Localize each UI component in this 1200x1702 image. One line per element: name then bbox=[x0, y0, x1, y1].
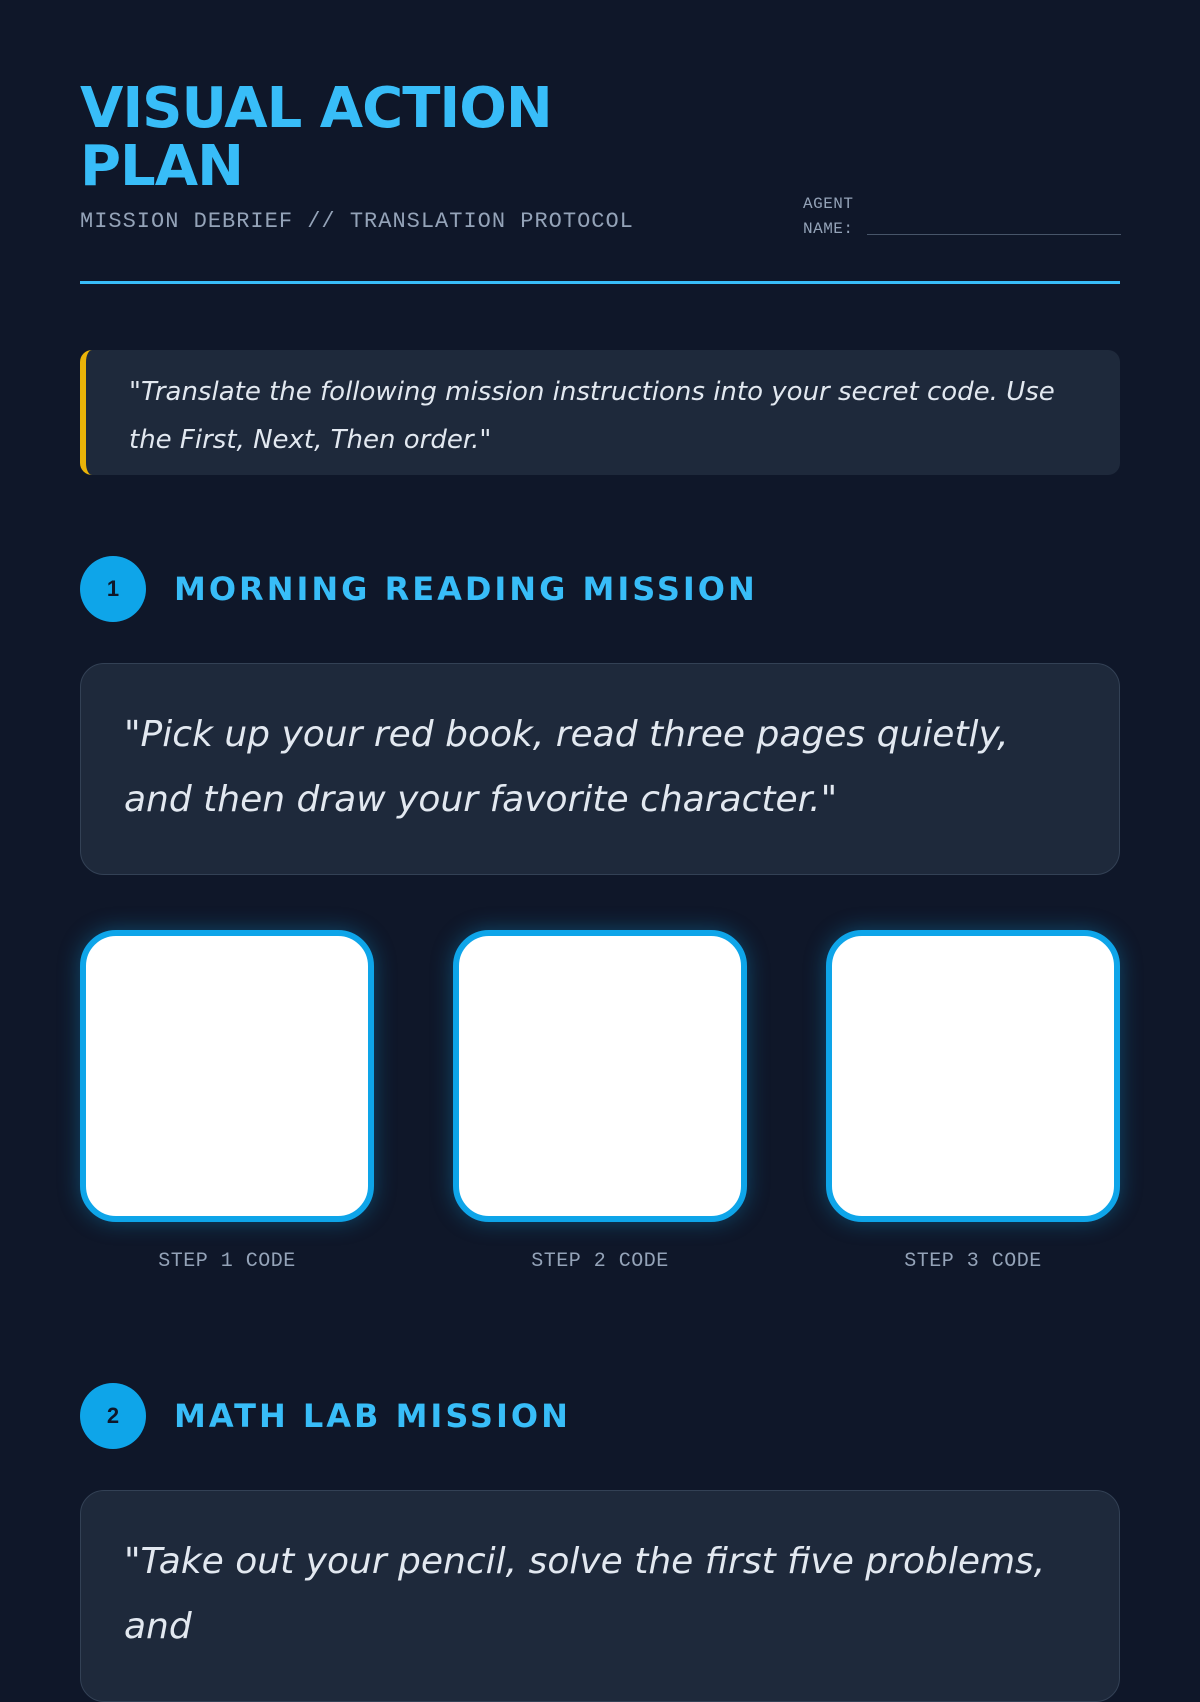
agent-name-field[interactable] bbox=[803, 188, 1121, 236]
mission-quote: "Take out your pencil, solve the first five problems, and bbox=[124, 1541, 1046, 1647]
step-drawing-box[interactable] bbox=[826, 930, 1120, 1222]
instruction-text: "Translate the following mission instructions into your secret code. Use the First, Next, Then order." bbox=[129, 377, 1055, 455]
step-code-row-1 bbox=[80, 930, 1120, 1290]
step-card-2 bbox=[453, 930, 747, 1273]
page-header bbox=[80, 0, 1120, 284]
step-label: STEP 3 CODE bbox=[904, 1250, 1042, 1273]
instruction-banner bbox=[80, 350, 1120, 475]
mission-quote-card-1 bbox=[80, 663, 1120, 875]
step-card-3 bbox=[826, 930, 1120, 1273]
step-label: STEP 2 CODE bbox=[531, 1250, 669, 1273]
mission-header-2 bbox=[80, 1383, 1120, 1449]
step-label: STEP 1 CODE bbox=[158, 1250, 296, 1273]
page-title: VISUAL ACTION PLAN bbox=[80, 76, 552, 199]
mission-number-badge: 2 bbox=[80, 1383, 146, 1449]
agent-name-label: AGENT NAME: bbox=[803, 195, 854, 238]
page-subtitle: MISSION DEBRIEF // TRANSLATION PROTOCOL bbox=[80, 209, 634, 234]
step-drawing-box[interactable] bbox=[453, 930, 747, 1222]
mission-header-1 bbox=[80, 556, 1120, 622]
mission-quote-card-2 bbox=[80, 1490, 1120, 1702]
step-drawing-box[interactable] bbox=[80, 930, 374, 1222]
mission-title: MORNING READING MISSION bbox=[174, 570, 758, 608]
mission-number-badge: 1 bbox=[80, 556, 146, 622]
mission-quote: "Pick up your red book, read three pages quietly, and then draw your favorite character." bbox=[124, 714, 1009, 820]
mission-title: MATH LAB MISSION bbox=[174, 1397, 571, 1435]
agent-name-line[interactable] bbox=[867, 234, 1121, 235]
step-card-1 bbox=[80, 930, 374, 1273]
